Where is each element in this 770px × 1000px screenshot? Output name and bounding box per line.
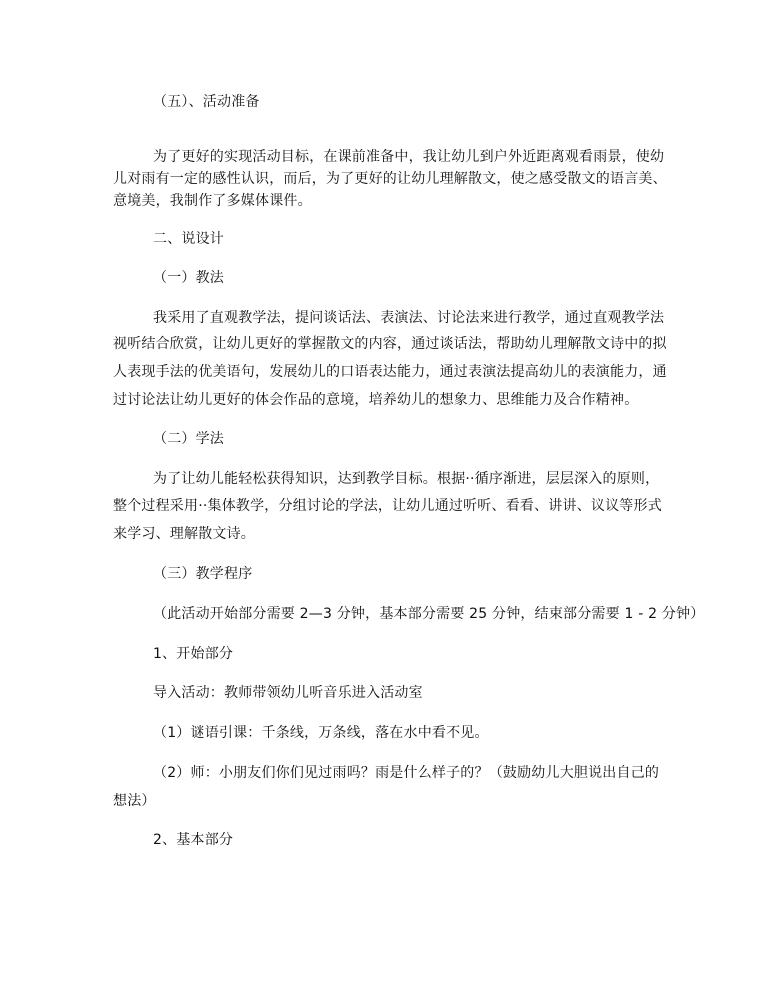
- paragraph-line: 我采用了直观教学法，提问谈话法、表演法、讨论法来进行教学，通过直观教学法: [153, 310, 665, 326]
- paragraph-line: 人表现手法的优美语句，发展幼儿的口语表达能力，通过表演法提高幼儿的表演能力，通: [113, 364, 667, 380]
- paragraph-line: 来学习、理解散文诗。: [113, 526, 255, 542]
- paragraph-line: 过讨论法让幼儿更好的体会作品的意境，培养幼儿的想象力、思维能力及合作精神。: [113, 392, 639, 408]
- paragraph-line: （1）谜语引课：千条线，万条线，落在水中看不见。: [153, 725, 489, 741]
- paragraph-line-timing: （此活动开始部分需要 2—3 分钟，基本部分需要 25 分钟，结束部分需要 1 - 2 分钟）: [153, 606, 705, 622]
- section-heading-activity-preparation: （五）、活动准备: [153, 94, 260, 110]
- paragraph-line: 想法）: [113, 793, 156, 809]
- section-heading-design: 二、说设计: [153, 231, 224, 247]
- paragraph-line: 儿对雨有一定的感性认识，而后，为了更好的让幼儿理解散文，使之感受散文的语言美、: [113, 171, 667, 187]
- step-heading-basic: 2、基本部分: [153, 832, 234, 848]
- paragraph-line: 导入活动：教师带领幼儿听音乐进入活动室: [153, 685, 423, 701]
- paragraph-line: 为了更好的实现活动目标，在课前准备中，我让幼儿到户外近距离观看雨景，使幼: [153, 149, 665, 165]
- paragraph-line: 视听结合欣赏，让幼儿更好的掌握散文的内容，通过谈话法，帮助幼儿理解散文诗中的拟: [113, 336, 667, 352]
- paragraph-line: 为了让幼儿能轻松获得知识，达到教学目标。根据··循序渐进，层层深入的原则，: [153, 471, 660, 487]
- subheading-learning-method: （二）学法: [153, 431, 224, 447]
- step-heading-opening: 1、开始部分: [153, 646, 234, 662]
- subheading-teaching-method: （一）教法: [153, 270, 224, 286]
- paragraph-line: （2）师：小朋友们你们见过雨吗？雨是什么样子的？（鼓励幼儿大胆说出自己的: [153, 765, 660, 781]
- paragraph-line: 意境美，我制作了多媒体课件。: [113, 193, 312, 209]
- paragraph-line: 整个过程采用··集体教学，分组讨论的学法，让幼儿通过听听、看看、讲讲、议议等形式: [113, 498, 662, 514]
- subheading-teaching-procedure: （三）教学程序: [153, 566, 253, 582]
